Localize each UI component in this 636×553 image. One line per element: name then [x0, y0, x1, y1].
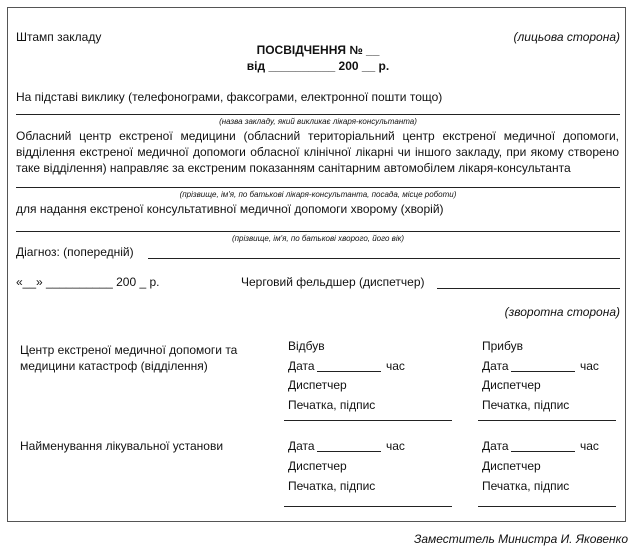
consultant-line[interactable]	[16, 187, 620, 188]
institution-caption: (назва закладу, який викликає лікаря-консультанта)	[219, 117, 417, 126]
departure-date-label: Дата	[288, 359, 315, 373]
departure-seal-label: Печатка, підпис	[288, 398, 376, 412]
departure-hour-label: час	[386, 359, 405, 373]
institution-departure-signature-line[interactable]	[284, 506, 452, 507]
patient-caption: (прізвище, ім'я, по батькові хворого, його вік)	[231, 234, 405, 243]
consultant-caption: (прізвище, ім'я, по батькові лікаря-консультанта, посада, місце роботи)	[179, 190, 457, 199]
call-basis-text: На підставі виклику (телефонограми, факсограми, електронної пошти тощо)	[16, 90, 443, 104]
departure-dispatcher-label: Диспетчер	[288, 378, 347, 392]
institution-arrival-hour-label: час	[580, 439, 599, 453]
arrival-date-label: Дата	[482, 359, 509, 373]
institution-departure-date-field[interactable]	[317, 451, 381, 452]
institution-departure-seal-label: Печатка, підпис	[288, 479, 376, 493]
arrival-dispatcher-label: Диспетчер	[482, 378, 541, 392]
dispatcher-label: Черговий фельдшер (диспетчер)	[241, 275, 425, 289]
arrival-date-field[interactable]	[511, 371, 575, 372]
departure-label: Відбув	[288, 339, 325, 353]
diagnosis-label: Діагноз: (попередній)	[16, 245, 134, 259]
institution-arrival-date-label: Дата	[482, 439, 509, 453]
certificate-date-line: від __________ 200 __ р.	[246, 59, 390, 73]
deputy-minister-signature: Заместитель Министра И. Яковенко	[413, 532, 628, 546]
arrival-label: Прибув	[482, 339, 523, 353]
institution-arrival-dispatcher-label: Диспетчер	[482, 459, 541, 473]
referral-paragraph: Обласний центр екстреної медицини (обласний територіальний центр екстреної медичної допомоги, відділення екстреної медичної допомоги обласної клінічної лікарні чи іншого закладу, при якому створено таке відділення) направляє за екстреним показанням санітарним автомобілем лікаря-консультанта	[16, 129, 619, 175]
institution-departure-date-label: Дата	[288, 439, 315, 453]
diagnosis-field[interactable]	[148, 258, 620, 259]
departure-signature-line[interactable]	[284, 420, 452, 421]
medical-institution-label: Найменування лікувальної установи	[20, 439, 224, 453]
back-side-label: (зворотна сторона)	[504, 305, 620, 319]
institution-departure-hour-label: час	[386, 439, 405, 453]
stamp-label: Штамп закладу	[16, 30, 102, 44]
arrival-hour-label: час	[580, 359, 599, 373]
emergency-center-label: Центр екстреної медичної допомоги та медицини катастроф (відділення)	[20, 343, 238, 373]
arrival-signature-line[interactable]	[478, 420, 616, 421]
patient-line[interactable]	[16, 231, 620, 232]
dispatcher-signature-field[interactable]	[437, 288, 620, 289]
front-side-label: (лицьова сторона)	[513, 30, 620, 44]
institution-arrival-seal-label: Печатка, підпис	[482, 479, 570, 493]
institution-departure-dispatcher-label: Диспетчер	[288, 459, 347, 473]
bottom-date-line: «__» __________ 200 _ р.	[16, 275, 160, 289]
institution-line[interactable]	[16, 114, 620, 115]
departure-date-field[interactable]	[317, 371, 381, 372]
purpose-text: для надання екстреної консультативної медичної допомоги хворому (хворій)	[16, 202, 444, 216]
institution-arrival-signature-line[interactable]	[478, 506, 616, 507]
certificate-title: ПОСВІДЧЕННЯ № __	[256, 43, 380, 57]
arrival-seal-label: Печатка, підпис	[482, 398, 570, 412]
institution-arrival-date-field[interactable]	[511, 451, 575, 452]
